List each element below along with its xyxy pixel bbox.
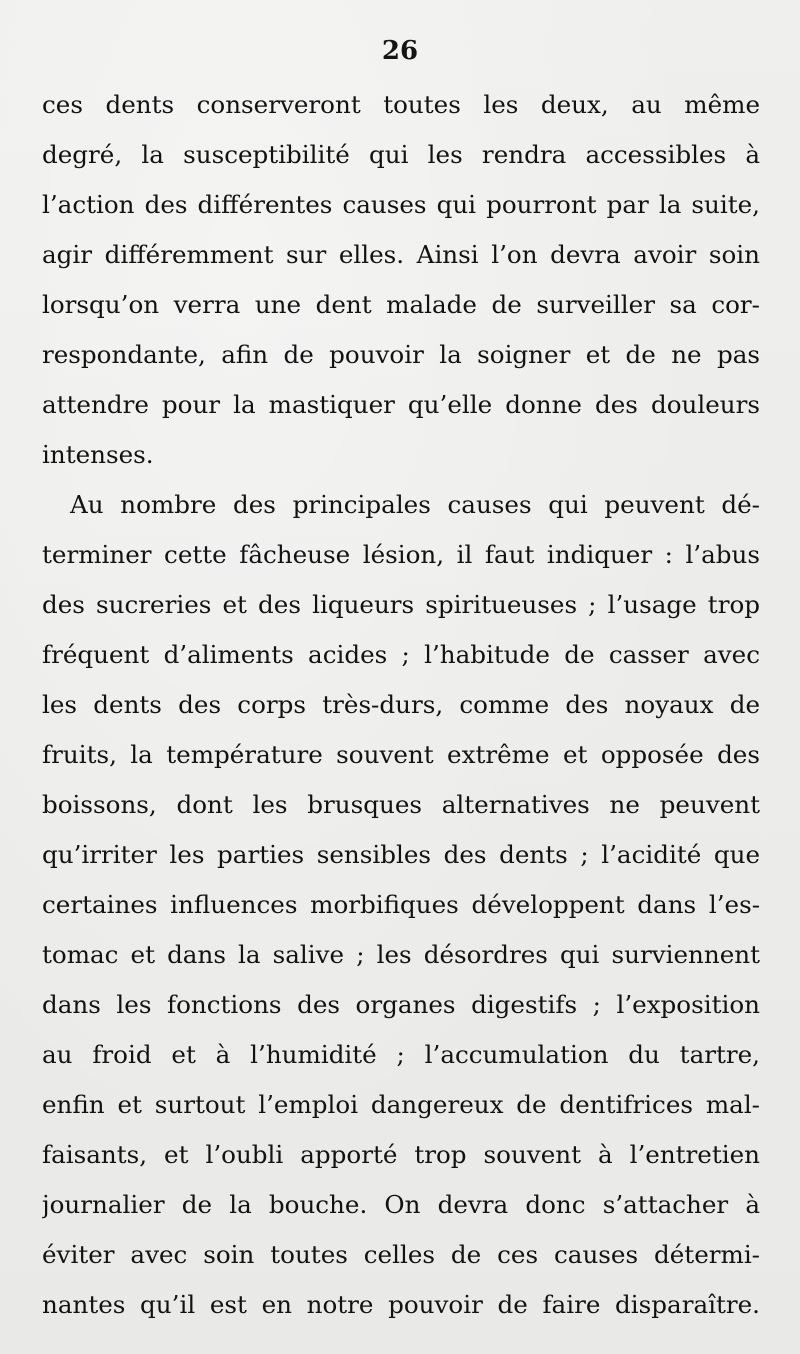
text-line: attendre pour la mastiquer qu’elle donne des douleurs [42,390,760,419]
text-line: lorsqu’on verra une dent malade de surveiller sa cor- [42,290,760,319]
text-line: fréquent d’aliments acides ; l’habitude de casser avec [42,640,760,669]
text-line: boissons, dont les brusques alternatives ne peuvent [42,790,760,819]
text-line: des sucreries et des liqueurs spiritueuses ; l’usage trop [42,590,760,619]
text-line: certaines influences morbifiques développent dans l’es- [42,890,760,919]
text-line: agir différemment sur elles. Ainsi l’on devra avoir soin [42,240,760,269]
text-line: fruits, la température souvent extrême et opposée des [42,740,760,769]
text-line: ces dents conserveront toutes les deux, au même [42,90,760,119]
paragraph-start-line: Au nombre des principales causes qui peuvent dé- [70,490,760,519]
text-line: dans les fonctions des organes digestifs ; l’exposition [42,990,760,1019]
text-line: tomac et dans la salive ; les désordres qui surviennent [42,940,760,969]
page-number: 26 [381,36,419,66]
text-line: faisants, et l’oubli apporté trop souvent à l’entretien [42,1140,760,1169]
text-line: degré, la susceptibilité qui les rendra accessibles à [42,140,760,169]
text-line: au froid et à l’humidité ; l’accumulation du tartre, [42,1040,760,1069]
text-line: terminer cette fâcheuse lésion, il faut indiquer : l’abus [42,540,760,569]
text-line: journalier de la bouche. On devra donc s’attacher à [42,1190,760,1219]
text-line: qu’irriter les parties sensibles des dents ; l’acidité que [42,840,760,869]
body-text [42,80,760,1330]
text-line: l’action des différentes causes qui pourront par la suite, [42,190,760,219]
text-line: intenses. [42,440,154,469]
text-line: éviter avec soin toutes celles de ces causes détermi- [42,1240,760,1269]
text-line: nantes qu’il est en notre pouvoir de faire disparaître. [42,1290,760,1319]
text-line: enfin et surtout l’emploi dangereux de dentifrices mal- [42,1090,760,1119]
text-line: respondante, afin de pouvoir la soigner et de ne pas [42,340,760,369]
text-line: les dents des corps très-durs, comme des noyaux de [42,690,760,719]
